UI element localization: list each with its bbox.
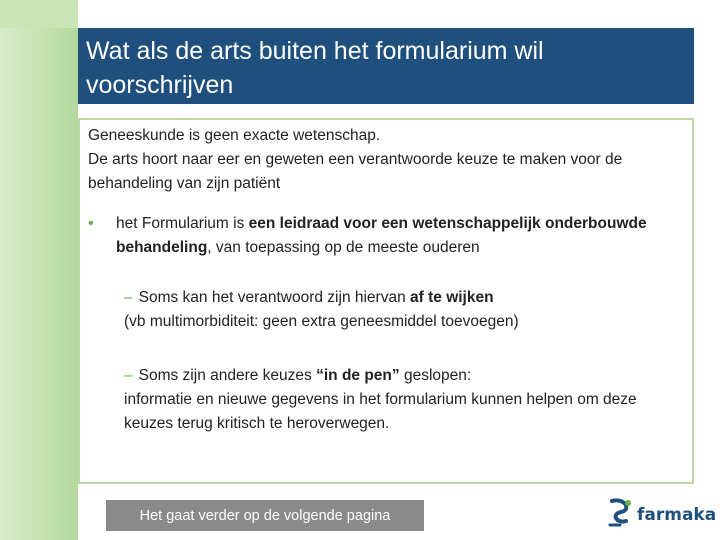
sub-item-text-a: Soms kan het verantwoord zijn hiervan — [138, 289, 411, 306]
bullet-item-formularium — [88, 212, 678, 260]
next-page-button[interactable]: Het gaat verder op de volgende pagina — [106, 500, 424, 531]
sub-item-text-bold: af te wijken — [410, 289, 494, 306]
bullet-text-b: , van toepassing op de meeste ouderen — [207, 239, 480, 256]
sub-item-text-b: geslopen: — [399, 367, 472, 384]
logo-text: farmaka — [637, 505, 717, 525]
content-body — [88, 124, 678, 436]
sub-item-headline — [124, 364, 678, 388]
title-bar — [78, 28, 694, 104]
decorative-green-stripe-top — [0, 0, 78, 28]
sub-item-text-bold: “in de pen” — [316, 367, 400, 384]
intro-text — [88, 124, 678, 196]
sub-item-detail: informatie en nieuwe gegevens in het formularium kunnen helpen om deze keuzes terug kritisch te heroverwegen. — [124, 391, 637, 432]
sub-item-in-de-pen — [124, 364, 678, 436]
farmaka-logo — [606, 498, 716, 532]
sub-item-headline — [124, 286, 678, 310]
decorative-green-stripe — [0, 0, 78, 540]
sub-item-detail: (vb multimorbiditeit: geen extra geneesmiddel toevoegen) — [124, 313, 519, 330]
farmaka-logo-icon — [606, 497, 634, 534]
intro-line-2: De arts hoort naar eer en geweten een verantwoorde keuze te maken voor de behandeling van zijn patiënt — [88, 151, 623, 192]
intro-line-1: Geneeskunde is geen exacte wetenschap. — [88, 127, 381, 144]
bullet-text-a: het Formularium is — [116, 215, 249, 232]
bullet-text-bold: een leidraad voor een wetenschappelijk onderbouwde behandeling — [116, 215, 647, 256]
page-title: Wat als de arts buiten het formularium wil voorschrijven — [86, 37, 544, 99]
bullet-icon: • — [88, 215, 94, 232]
sub-item-text-a: Soms zijn andere keuzes — [138, 367, 317, 384]
sub-item-afwijken — [124, 286, 678, 334]
dash-icon: – — [124, 367, 133, 384]
dash-icon: – — [124, 289, 133, 306]
